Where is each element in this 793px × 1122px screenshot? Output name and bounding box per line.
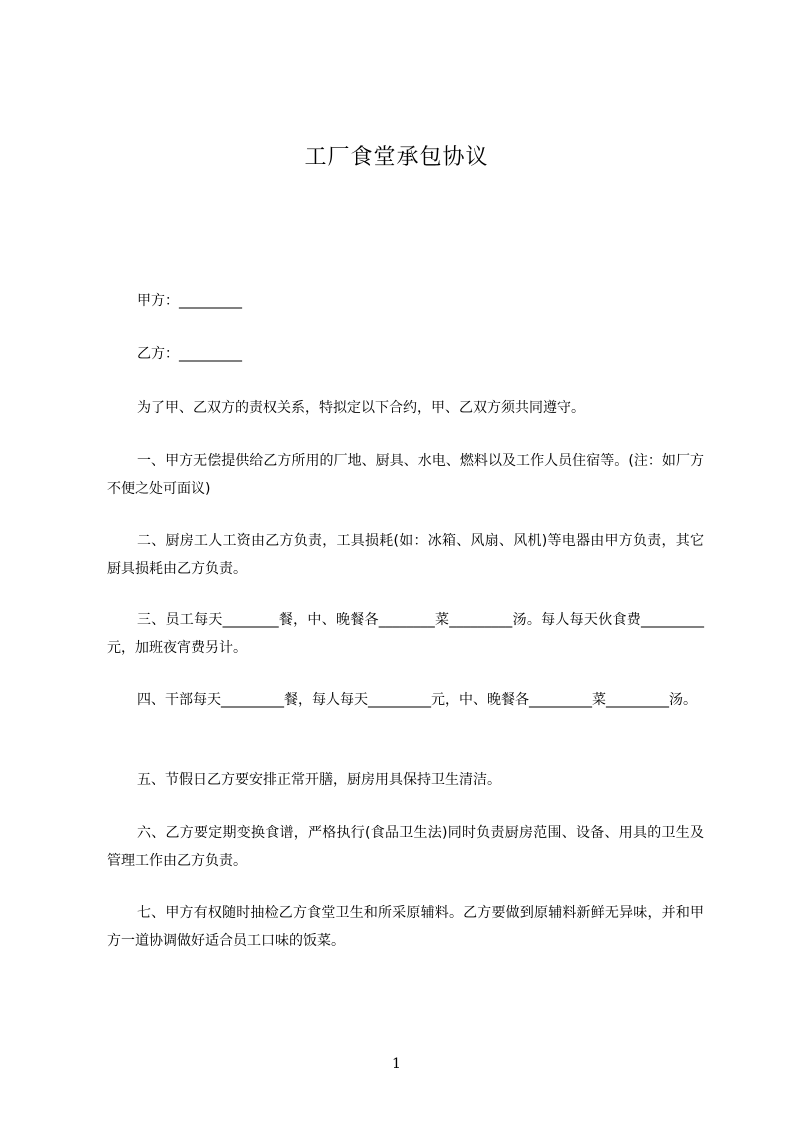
document-title: 工厂食堂承包协议: [304, 145, 489, 170]
intro-paragraph: 为了甲、乙双方的责权关系，特拟定以下合约，甲、乙双方须共同遵守。: [137, 400, 585, 416]
clause-6: 六、乙方要定期变换食谱，严格执行(食品卫生法)同时负责厨房范围、设备、用具的卫生及管理工作由乙方负责。: [107, 825, 704, 869]
clause-1: 一、甲方无偿提供给乙方所用的厂地、厨具、水电、燃料以及工作人员住宿等。(注：如厂方不便之处可面议): [107, 453, 704, 497]
clause-5: 五、节假日乙方要安排正常开膳，厨房用具保持卫生清洁。: [137, 772, 501, 788]
clause-4: 四、干部每天_________餐，每人每天_________元，中、晚餐各_________菜_________汤。: [137, 692, 697, 708]
page-number: 1: [392, 1056, 401, 1072]
clause-2: 二、厨房工人工资由乙方负责，工具损耗(如：冰箱、风扇、风机)等电器由甲方负责，其它厨具损耗由乙方负责。: [107, 533, 704, 577]
party-a-line: 甲方：_________: [137, 293, 242, 309]
party-b-line: 乙方：_________: [137, 346, 242, 362]
clause-7: 七、甲方有权随时抽检乙方食堂卫生和所采原辅料。乙方要做到原辅料新鲜无异味，并和甲方一道协调做好适合员工口味的饭菜。: [107, 905, 704, 949]
clause-3: 三、员工每天________餐，中、晚餐各________菜_________汤。每人每天伙食费_________元，加班夜宵费另计。: [107, 612, 704, 656]
